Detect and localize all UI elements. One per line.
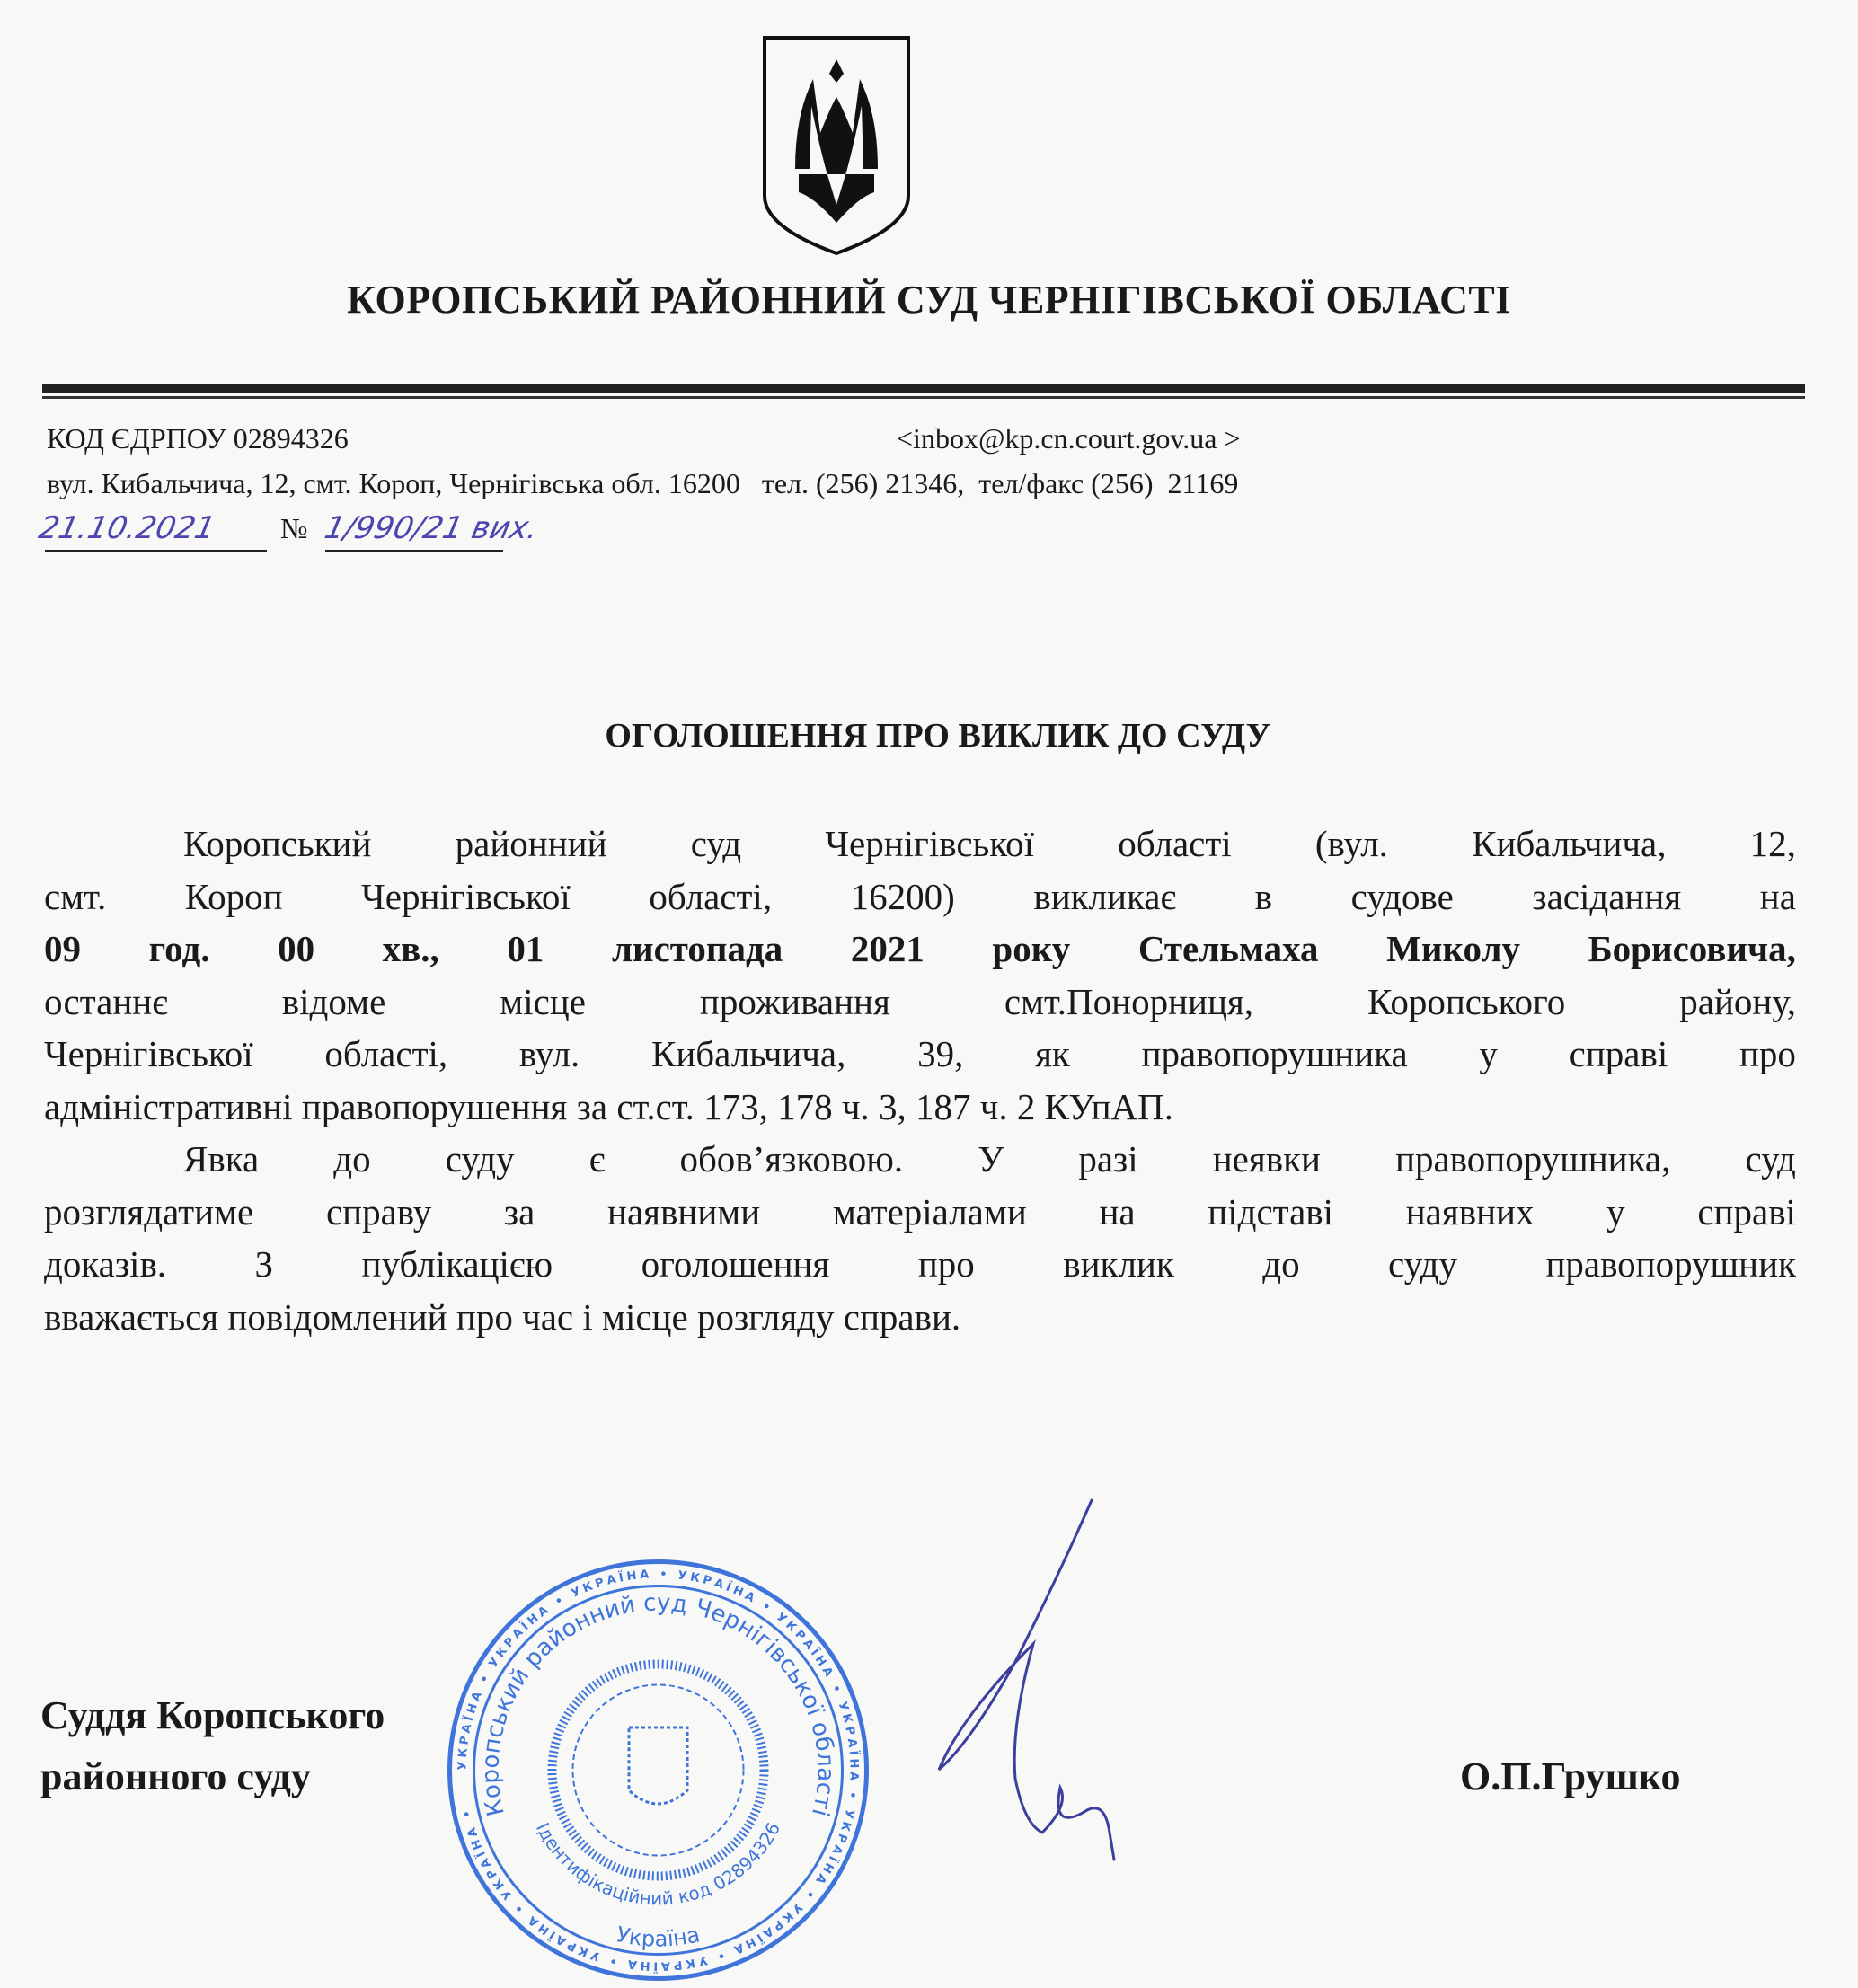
body-line: доказів. З публікацією оголошення про виклик до суду правопорушник [44,1243,1796,1285]
body-line: розглядатиме справу за наявними матеріалами на підставі наявних у справі [44,1190,1796,1233]
address-line: вул. Кибальчича, 12, смт. Короп, Чернігівська обл. 16200 тел. (256) 21346, тел/факс (256) 21169 [47,467,1239,499]
body-line: вважається повідомлений про час і місце розгляду справи. [44,1295,961,1338]
stamp-code-text: Ідентифікаційний код 02894326 [531,1818,785,1910]
announcement-body [44,817,1796,1343]
signer-name: О.П.Грушко [1460,1754,1681,1798]
body-line: останнє відоме місце проживання смт.Понорниця, Коропського району, [44,980,1796,1022]
svg-text:Ідентифікаційний код 02894326 [532,1819,784,1910]
stamp-main-text: Коропський районний суд Чернігівської області [477,1589,839,1819]
coat-of-arms-icon [759,34,914,257]
body-line: смт. Короп Чернігівської області, 16200) викликає в судове засідання на [44,875,1796,917]
body-line: Чернігівської області, вул. Кибальчича, 39, як правопорушника у справі про [44,1033,1796,1074]
handwritten-signature [925,1491,1159,1869]
stamp-bottom-text: Україна [614,1922,703,1952]
court-seal-stamp [445,1557,871,1984]
announcement-title: ОГОЛОШЕННЯ ПРО ВИКЛИК ДО СУДУ [605,717,1271,755]
body-line: Явка до суду є обов’язковою. У разі неявки правопорушника, суд [183,1138,1796,1180]
body-line: 09 год. 00 хв., 01 листопада 2021 року Стельмаха Миколу Борисовича, [44,928,1796,969]
signer-role-line2: районного суду [40,1754,311,1798]
signer-role: Суддя Коропського [40,1693,385,1737]
body-line: адміністративні правопорушення за ст.ст. 173, 178 ч. 3, 187 ч. 2 КУпАП. [44,1085,1174,1127]
number-label: № [280,512,308,544]
number-underline [325,550,503,552]
handwritten-date: 21.10.2021 [35,510,218,546]
date-underline [45,550,267,552]
email-address: <inbox@kp.cn.court.gov.ua > [897,422,1241,455]
body-line: Коропський районний суд Чернігівської області (вул. Кибальчича, 12, [183,823,1796,864]
stamp-outer-ring-text: УКРАЇНА • УКРАЇНА • УКРАЇНА • УКРАЇНА • УКРАЇНА • УКРАЇНА • УКРАЇНА • УКРАЇНА • УКРАЇНА • УКРАЇНА • УКРАЇНА • [456,1568,861,1973]
header-divider-thin [42,396,1805,399]
edrpou-code: КОД ЄДРПОУ 02894326 [47,422,349,455]
header-divider [42,384,1805,393]
court-name: КОРОПСЬКИЙ РАЙОННИЙ СУД ЧЕРНІГІВСЬКОЇ ОБЛАСТІ [347,278,1511,322]
svg-text:УКРАЇНА • УКРАЇНА • УКРАЇНА • [456,1568,860,1973]
handwritten-number: 1/990/21 вих. [321,510,542,546]
svg-text:Україна [615,1922,703,1951]
